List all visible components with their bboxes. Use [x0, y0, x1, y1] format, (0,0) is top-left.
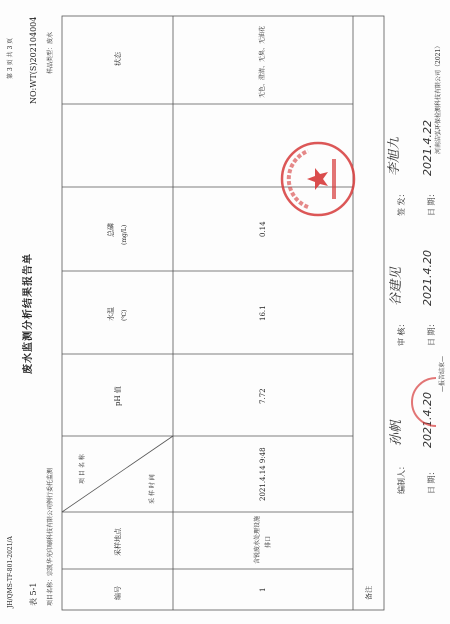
- issued-date: 2021.4.22: [421, 120, 434, 176]
- header-item-name: 项 目 名 称: [79, 454, 86, 484]
- reviewed-date-label: 日 期：: [427, 319, 436, 346]
- header-location: 采样地点: [114, 528, 122, 556]
- reviewed-signature: 谷建见: [389, 266, 404, 306]
- prepared-by-label: 编制人：: [397, 462, 406, 494]
- row-sample-time: 2021.4.14 9:48: [259, 447, 267, 501]
- doc-code: JH/QMS-TF-801-2021/A: [7, 536, 14, 608]
- prepared-date: 2021.4.20: [421, 392, 434, 448]
- page-number: 第 3 页 共 3 页: [7, 37, 14, 79]
- company-footer: 河南洁弘环保检测科技有限公司（2021）: [435, 42, 442, 154]
- header-no: 编号: [114, 586, 122, 600]
- prepared-date-label: 日 期：: [427, 467, 436, 494]
- row-ph: 7.72: [259, 388, 267, 404]
- header-ph: pH 值: [114, 386, 122, 406]
- signed-by-label: 签 发：: [397, 189, 406, 216]
- header-water-temp-unit: (℃): [121, 309, 128, 321]
- row-no: 1: [259, 587, 267, 592]
- reviewed-date: 2021.4.20: [421, 250, 434, 306]
- header-state: 状态: [114, 52, 122, 66]
- header-total-phosphorus-unit: (mg/L): [121, 224, 128, 245]
- project-name: 项目名称：宗凯华光印刷科技有限公司例行委托监测: [47, 467, 54, 606]
- issued-date-label: 日 期：: [427, 189, 436, 216]
- prepared-signature: 孙帆: [389, 419, 404, 446]
- row-state: 无色、澄清、无臭、无油花: [259, 25, 266, 98]
- report-end: —报告结束—: [439, 355, 446, 392]
- reviewed-by-label: 审 核：: [397, 319, 406, 346]
- header-sample-time: 采 样 时 间: [149, 474, 156, 504]
- row-total-phosphorus: 0.14: [259, 221, 267, 237]
- header-total-phosphorus: 总磷: [107, 223, 115, 237]
- row-location-line2: 排口: [265, 535, 272, 548]
- header-water-temp: 水温: [107, 307, 115, 321]
- sample-type: 样品类型：废水: [47, 31, 54, 74]
- row-location: 含锐废水处理设施: [254, 515, 261, 564]
- report-number: NO:WT(S)2021​04004: [29, 16, 38, 104]
- remark-label: 备注: [365, 586, 373, 600]
- table-number: 表 5-1: [29, 582, 38, 606]
- issuer-signature: 李旭九: [387, 136, 402, 176]
- row-water-temp: 16.1: [259, 305, 267, 321]
- report-title: 废水监测分析结果报告单: [23, 253, 34, 374]
